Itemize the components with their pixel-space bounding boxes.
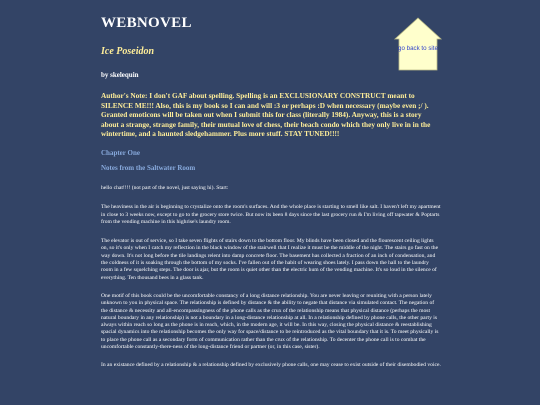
author-byline: by skelequin <box>101 71 139 79</box>
novel-title: Ice Poseidon <box>101 46 155 57</box>
paragraph: In an existance defined by a relationship & a relationship defined by exclusively phone calls, one may cease to exist outside of their disembodied voice. <box>101 362 441 369</box>
go-back-label: go back to site <box>398 45 438 52</box>
chapter-heading: Chapter One <box>101 148 140 157</box>
paragraph-greeting: hello chat!!!! (not part of the novel, just saying hi). Start: <box>101 184 229 191</box>
author-note: Author's Note: I don't GAF about spelling. Spelling is an EXCLUSIONARY CONSTRUCT meant to SILENCE ME!!! Also, this is my book so I can and will :3 or perhaps :D when necessary (maybe even ;/ ). Granted emoticons will be taken out when I submit this for class (literally 1984). Anyway, this is a story about a strange, strange family, their mutual love of chess, their beach condo which they only live in in the wintertime, and a haunted sledgehammer. Plus more stuff. STAY TUNED!!!! <box>101 91 431 139</box>
paragraph: The elevator is out of service, so I take seven flights of stairs down to the bottom floor. My blinds have been closed and the flourescent ceiling lights on, so it's only when I catch my reflection in the black window of the stairwell that I realize it must be the middle of the night. The stairs go fast on the way down. It's not long before the tile landings relent into damp concrete floor. The basement has collected a fraction of an inch of condensation, and the coldness of it is soaking through the bottom of my socks. I've fallen out of the habit of wearing shoes lately. I pass down the hall to the laundry room in a few squelching steps. The door is ajar, but the room is quiet other than the electric hum of the vending machine. It's so loud in the silence of everything. Ten thousand bees in a glass tank. <box>101 238 439 281</box>
novel-page <box>101 14 441 370</box>
chapter-subtitle: Notes from the Saltwater Room <box>101 163 196 172</box>
paragraph: The heaviness in the air is beginning to crystalize onto the room's surfaces. And the whole place is starting to smell like salt. I haven't left my apartment in close to 3 weeks now, except to go to the grocery store twice. But now its been 8 days since the last grocery run & I'm living off tapwater & Poptarts from the vending machine in this highrise's laundry room. <box>101 204 441 225</box>
paragraph: One motif of this book could be the uncomfortable constancy of a long distance relationship. You are never leaving or reuniting with a person lately unknown to you in physical space. The relationship is defined by distance & the ability to negate that distance via simulated contact. The negation of the distance & necessity and all-encompassingness of the phone calls as the crux of the relationship means that physical distance (perhaps the most natural boundary in any relationship) is not a boundary in a long-distance relationship at all. In a relationship defined by phone calls, the other party is always within reach so long as the phone is in reach, which, in the modern age, it will be. In this way, closing the physical distance & reestablishing spacial dynamics into the relationship becomes the only way for space/distance to be reintroduced as the vital boundary that it is. To meet physically is to place the phone call as a secondary form of communication rather than the crux of the relationship. To decenter the phone call is to combat the uncomfortable constantly-there-ness of the long-distance friend or partner (or, in this case, sister). <box>101 292 439 351</box>
site-title: WEBNOVEL <box>101 15 192 31</box>
